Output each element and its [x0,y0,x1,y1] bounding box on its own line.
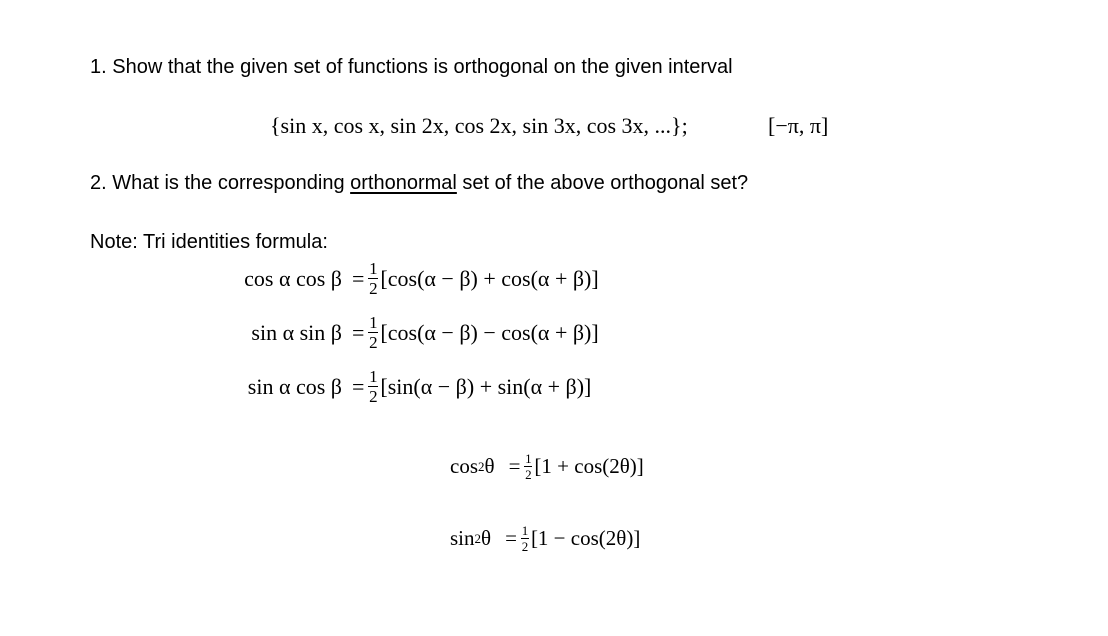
identity-rhs: [cos(α − β) − cos(α + β)] [380,319,599,345]
function-name: cos [450,454,478,478]
variable-theta: θ [484,454,495,478]
identity-lhs: sin α sin β [251,319,342,345]
identity-rhs: [sin(α − β) + sin(α + β)] [380,373,592,399]
question-2-suffix: set of the above orthogonal set? [456,172,749,194]
interval: [−π, π] [768,113,829,138]
fraction-numerator: 1 [525,451,532,466]
fraction-numerator: 1 [369,259,378,278]
variable-theta: θ [481,526,492,550]
question-2-prefix: 2. What is the corresponding [90,172,351,194]
fraction-one-half [521,524,529,553]
fraction-numerator: 1 [369,313,378,332]
fraction-one-half [524,452,532,481]
identity-rhs: [1 + cos(2θ)] [534,454,644,478]
identity-sin-sin [230,314,599,351]
fraction-numerator: 1 [521,523,529,538]
identity-cos-cos [230,260,599,297]
equals-sign: = [352,265,365,291]
identity-sin-cos [230,368,591,405]
fraction-numerator: 1 [369,367,378,386]
fraction-denominator: 2 [525,467,532,482]
function-set: {sin x, cos x, sin 2x, cos 2x, sin 3x, cos 3x, ...}; [270,113,688,138]
note-label: Note: Tri identities formula: [90,231,328,253]
fraction-one-half [368,314,378,351]
fraction-denominator: 2 [369,333,378,352]
fraction-one-half [368,260,378,297]
orthonormal-underlined: orthonormal [350,172,457,194]
equals-sign: = [505,526,517,550]
equals-sign: = [352,319,365,345]
equals-sign: = [352,373,365,399]
identity-rhs: [cos(α − β) + cos(α + β)] [380,265,599,291]
identity-cos-squared: cos 2 θ = $\frac{1}{2}$ [1 + cos(2θ)] [450,451,644,482]
identity-lhs: sin α cos β [247,373,342,399]
fraction-denominator: 2 [521,539,529,554]
fraction-denominator: 2 [369,279,378,298]
question-2-text [90,172,748,195]
equals-sign: = [508,454,521,478]
question-1-text: 1. Show that the given set of functions is orthogonal on the given interval [90,56,733,78]
identity-sin-squared: sin 2 θ = $\frac{1}{2}$ [1 − cos(2θ)] [450,523,641,554]
fraction-denominator: 2 [369,387,378,406]
identity-lhs: cos α cos β [244,265,342,291]
function-name: sin [450,526,475,550]
identity-rhs: [1 − cos(2θ)] [530,526,641,550]
fraction-one-half [368,368,378,405]
